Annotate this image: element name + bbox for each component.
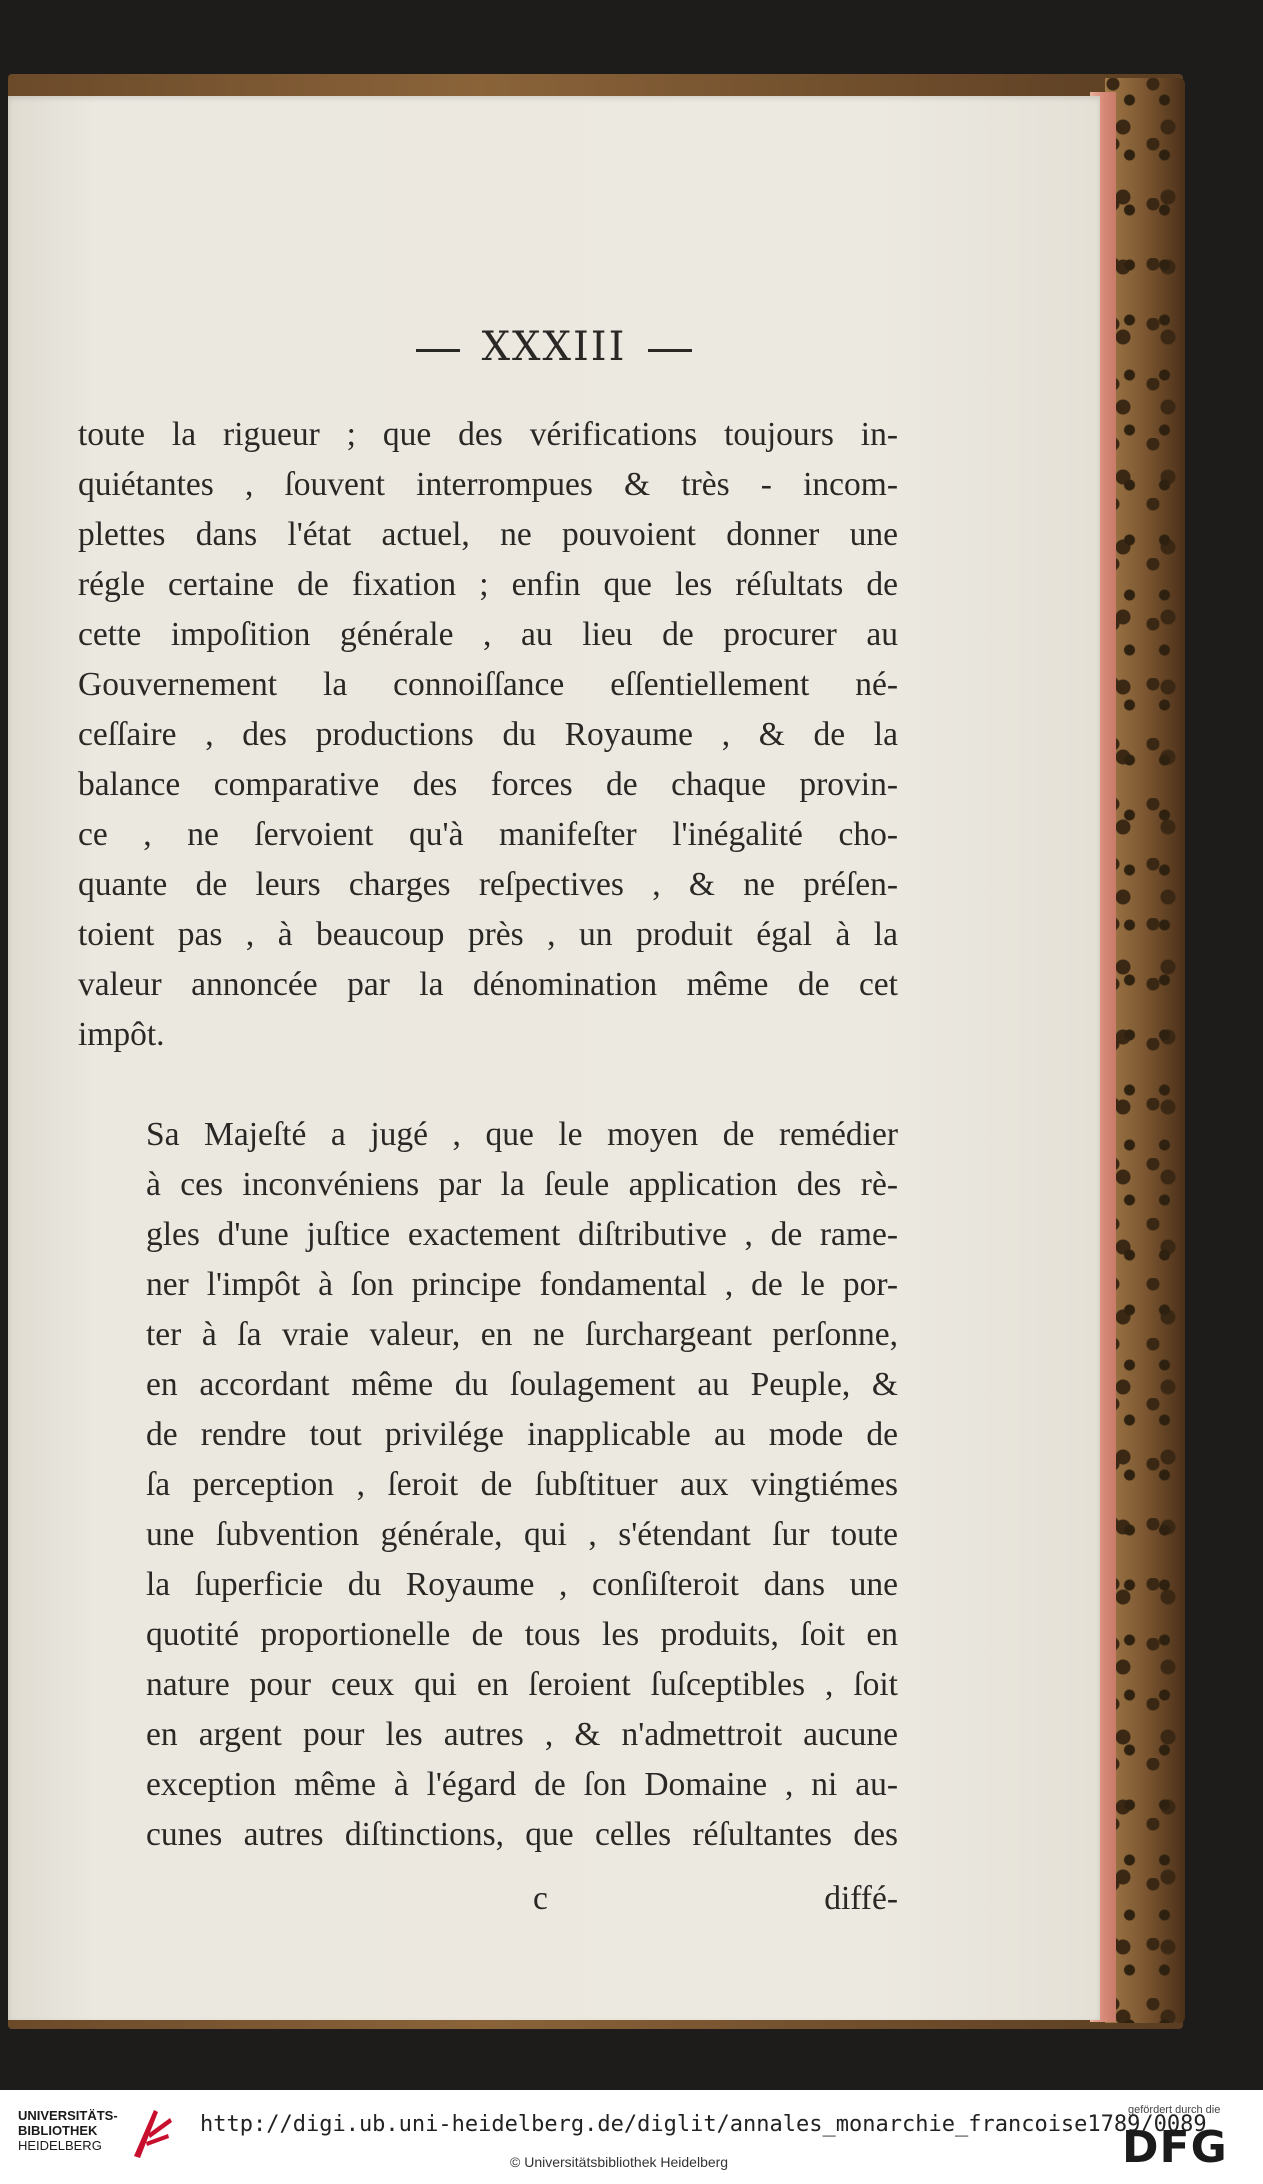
text-line: régle certaine de fixation ; enfin que les réſultats de: [78, 566, 898, 603]
funder-caption: gefördert durch die: [1128, 2104, 1221, 2116]
text-line: balance comparative des forces de chaque provin-: [78, 766, 898, 803]
header-dash-left: [416, 349, 460, 352]
text-line: valeur annoncée par la dénomination même de cet: [78, 966, 898, 1003]
text-line: cunes autres diſtinctions, que celles réſultantes des: [146, 1816, 898, 1853]
library-logo-icon: [128, 2104, 176, 2162]
text-line: à ces inconvéniens par la ſeule application des rè-: [146, 1166, 898, 1203]
library-name: UNIVERSITÄTS- BIBLIOTHEK HEIDELBERG: [18, 2108, 118, 2153]
text-line: impôt.: [78, 1016, 165, 1053]
paragraph-2: [78, 1110, 898, 1860]
text-line: gles d'une juſtice exactement diſtributive , de rame-: [146, 1216, 898, 1253]
text-line: nature pour ceux qui en ſeroient ſuſceptibles , ſoit: [146, 1666, 898, 1703]
text-line: ce , ne ſervoient qu'à manifeſter l'inégalité cho-: [78, 816, 898, 853]
viewer-footer: [0, 2090, 1263, 2184]
body-text: [78, 410, 898, 1860]
text-line: de rendre tout privilége inapplicable au mode de: [146, 1416, 898, 1453]
copyright-notice: © Universitätsbibliothek Heidelberg: [510, 2154, 729, 2170]
text-line: en accordant même du ſoulagement au Peuple, &: [146, 1366, 898, 1403]
text-line: quotité proportionelle de tous les produits, ſoit en: [146, 1616, 898, 1653]
text-line: quiétantes , ſouvent interrompues & très - incom-: [78, 466, 898, 503]
text-line: ſa perception , ſeroit de ſubſtituer aux vingtiémes: [146, 1466, 898, 1503]
signature-mark: c: [533, 1880, 548, 1917]
book-page: [8, 96, 1100, 2020]
dfg-logo[interactable]: DFG: [1122, 2122, 1228, 2173]
text-line: Gouvernement la connoiſſance eſſentiellement né-: [78, 666, 898, 703]
paragraph-1: [78, 410, 898, 1060]
permalink-url[interactable]: http://digi.ub.uni-heidelberg.de/diglit/annales_monarchie_francoise1789/0089: [200, 2112, 1207, 2137]
cover-edge: [1105, 78, 1185, 2023]
text-line: ner l'impôt à ſon principe fondamental , de le por-: [146, 1266, 898, 1303]
text-line: ter à ſa vraie valeur, en ne ſurchargeant perſonne,: [146, 1316, 898, 1353]
text-line: toient pas , à beaucoup près , un produit égal à la: [78, 916, 898, 953]
text-line: Sa Majeſté a jugé , que le moyen de remédier: [146, 1116, 898, 1153]
header-dash-right: [648, 349, 692, 352]
text-line: une ſubvention générale, qui , s'étendant ſur toute: [146, 1516, 898, 1553]
text-line: toute la rigueur ; que des vérifications toujours in-: [78, 416, 898, 453]
text-line: ceſſaire , des productions du Royaume , & de la: [78, 716, 898, 753]
text-line: la ſuperficie du Royaume , conſiſteroit dans une: [146, 1566, 898, 1603]
text-line: quante de leurs charges reſpectives , & ne préſen-: [78, 866, 898, 903]
page-number: XXXIII: [481, 324, 627, 370]
text-line: plettes dans l'état actuel, ne pouvoient donner une: [78, 516, 898, 553]
text-line: en argent pour les autres , & n'admettroit aucune: [146, 1716, 898, 1753]
text-line: cette impoſition générale , au lieu de procurer au: [78, 616, 898, 653]
text-line: exception même à l'égard de ſon Domaine , ni au-: [146, 1766, 898, 1803]
page-header: [8, 324, 1100, 370]
catchword: diffé-: [824, 1880, 898, 1917]
